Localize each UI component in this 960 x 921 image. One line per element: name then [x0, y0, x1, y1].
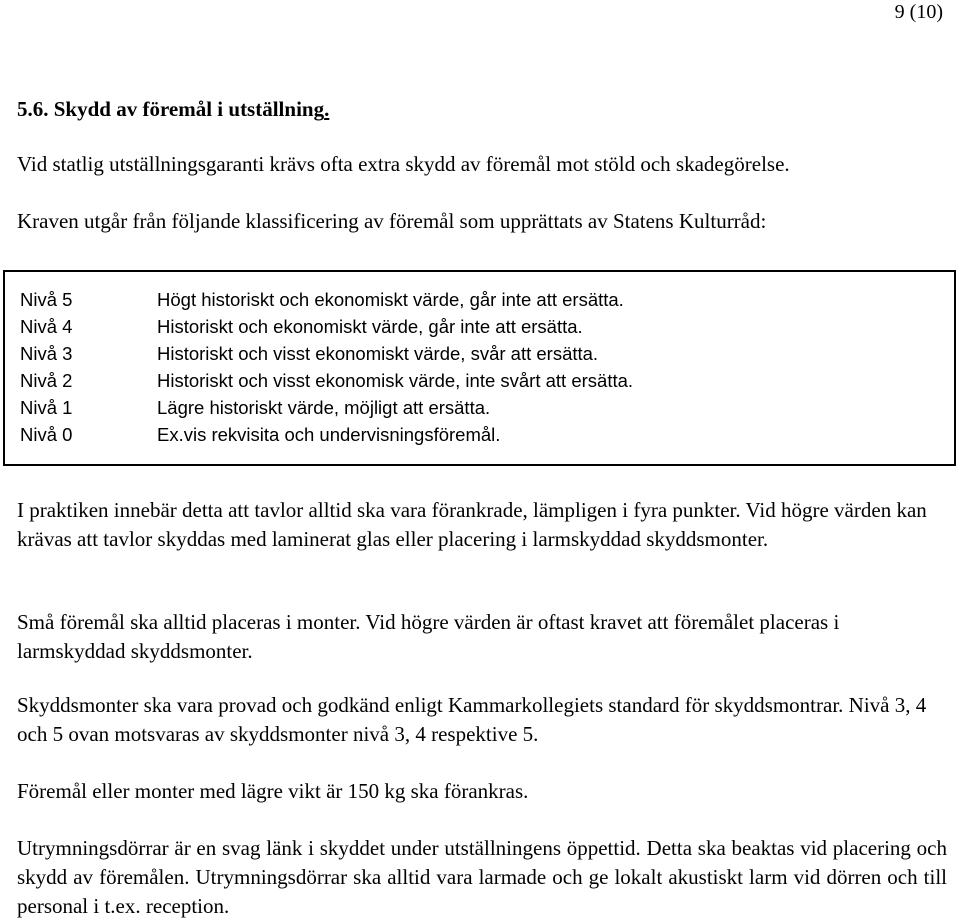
level-description: Historiskt och ekonomiskt värde, går inte att ersätta.: [157, 316, 583, 337]
weight-paragraph: Föremål eller monter med lägre vikt är 150 kg ska förankras.: [17, 779, 529, 803]
level-row: [20, 313, 633, 340]
level-description: Historiskt och visst ekonomisk värde, inte svårt att ersätta.: [157, 370, 634, 391]
level-name: Nivå 4: [20, 316, 73, 337]
level-description: Högt historiskt och ekonomiskt värde, går inte att ersätta.: [157, 289, 624, 310]
level-row: [20, 394, 633, 421]
level-name: Nivå 3: [20, 343, 73, 364]
section-heading: [17, 96, 329, 122]
levels-list: [20, 286, 633, 448]
section-title: [54, 97, 330, 121]
level-name: Nivå 2: [20, 370, 73, 391]
classification-table: [3, 270, 956, 466]
level-row: [20, 286, 633, 313]
page-number: 9 (10): [894, 1, 943, 23]
level-description: Historiskt och visst ekonomiskt värde, svår att ersätta.: [157, 343, 599, 364]
level-name: Nivå 1: [20, 397, 73, 418]
section-title-text: Skydd av föremål i utställning: [53, 97, 325, 121]
section-number: 5.6.: [17, 97, 49, 121]
small-objects-paragraph: Små föremål ska alltid placeras i monter. Vid högre värden är oftast kravet att föremålet placeras i larmskyddad skyddsmonter.: [17, 610, 840, 663]
level-row: [20, 340, 633, 367]
level-row: [20, 421, 633, 448]
classification-intro: Kraven utgår från följande klassificering av föremål som upprättats av Statens Kulturråd:: [17, 209, 767, 233]
level-name: Nivå 0: [20, 424, 73, 445]
intro-paragraph: Vid statlig utställningsgaranti krävs ofta extra skydd av föremål mot stöld och skadegörelse.: [17, 152, 790, 176]
level-row: [20, 367, 633, 394]
level-description: Ex.vis rekvisita och undervisningsföremål.: [157, 424, 501, 445]
display-case-paragraph: Skyddsmonter ska vara provad och godkänd enligt Kammarkollegiets standard för skyddsmontrar. Nivå 3, 4 och 5 ovan motsvaras av skyddsmonter nivå 3, 4 respektive 5.: [17, 693, 927, 746]
section-title-end: .: [324, 97, 330, 121]
level-name: Nivå 5: [20, 289, 73, 310]
emergency-exits-paragraph: Utrymningsdörrar är en svag länk i skyddet under utställningens öppettid. Detta ska beaktas vid placering och skydd av föremålen. Utrymningsdörrar ska alltid vara larmade och ge lokalt akustiskt larm vid dörren och till personal i t.ex. reception.: [17, 836, 947, 918]
level-description: Lägre historiskt värde, möjligt att ersätta.: [157, 397, 491, 418]
paintings-paragraph: I praktiken innebär detta att tavlor alltid ska vara förankrade, lämpligen i fyra punkter. Vid högre värden kan krävas att tavlor skyddas med laminerat glas eller placering i larmskyddad skyddsmonter.: [17, 498, 927, 551]
